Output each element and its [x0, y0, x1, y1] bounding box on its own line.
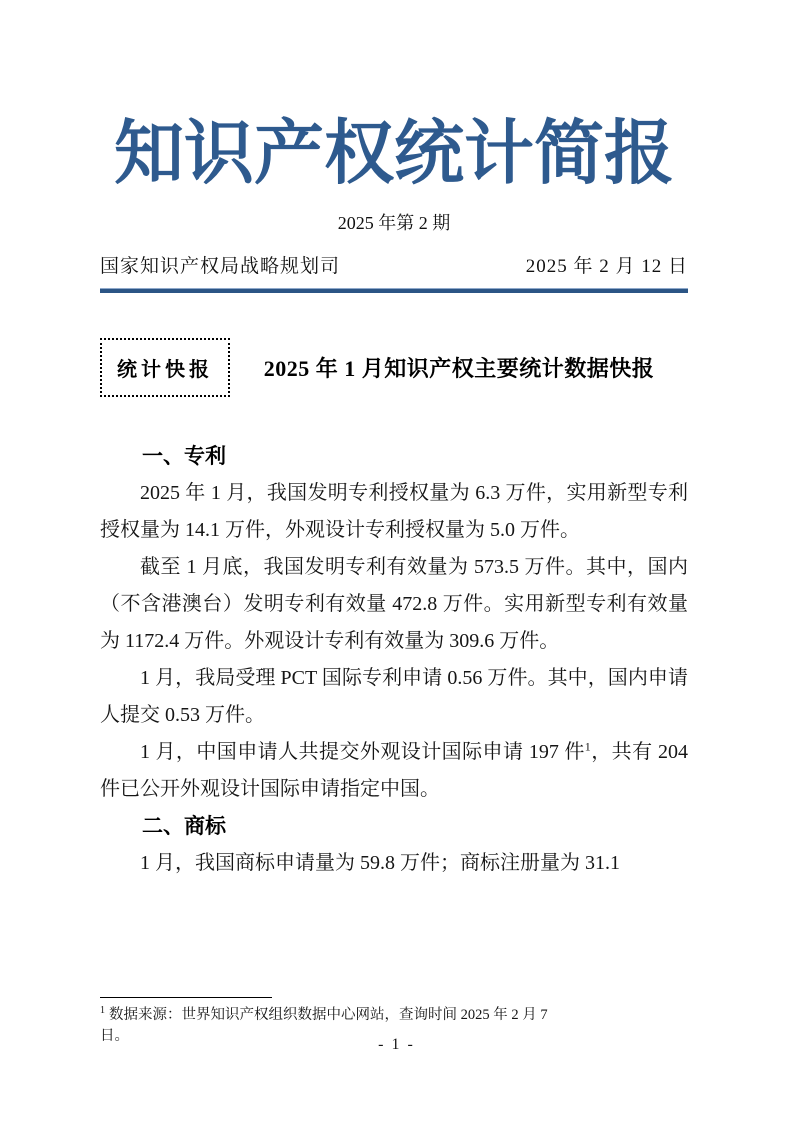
masthead-divider [100, 288, 688, 293]
body-paragraph [100, 734, 688, 808]
paragraph-text: 1 月，我国商标申请量为 59.8 万件；商标注册量为 31.1 [140, 852, 620, 875]
bulletin-heading: 2025 年 1 月知识产权主要统计数据快报 [263, 356, 655, 382]
footnote-text: 数据来源：世界知识产权组织数据中心网站，查询时间 2025 年 2 月 7 日。 [100, 1007, 548, 1045]
paragraph-text: ，共有 204 件已公开外观设计国际申请指定中国。 [100, 741, 689, 801]
footnote-reference: 1 [584, 739, 591, 754]
publication-date: 2025 年 2 月 12 日 [525, 256, 688, 278]
publication-row [100, 251, 688, 278]
body-paragraph [100, 660, 688, 734]
paragraph-text: 2025 年 1 月，我国发明专利授权量为 6.3 万件，实用新型专利授权量为 14.1 万件，外观设计专利授权量为 5.0 万件。 [100, 482, 688, 542]
body-paragraph [100, 549, 688, 660]
statistics-flash-badge: 统计快报 [100, 338, 230, 397]
masthead-title: 知识产权统计简报 [114, 116, 674, 193]
body-paragraph [100, 475, 688, 549]
paragraph-text: 截至 1 月底，我国发明专利有效量为 573.5 万件。其中，国内（不含港澳台）发明专利有效量 472.8 万件。实用新型专利有效量为 1172.4 万件。外观设计专利有效量为 309.6 万件。 [100, 556, 688, 653]
body-paragraph [100, 845, 688, 882]
page-content [0, 110, 793, 882]
document-body [100, 438, 688, 882]
page-number: - 1 - [378, 1036, 415, 1053]
section-heading: 二、商标 [142, 815, 226, 839]
issue-line: 2025 年第 2 期 [337, 212, 451, 233]
paragraph-text: 1 月，我局受理 PCT 国际专利申请 0.56 万件。其中，国内申请人提交 0.53 万件。 [100, 667, 688, 727]
bulletin-header [100, 338, 688, 397]
paragraph-text: 1 月，中国申请人共提交外观设计国际申请 197 件 [140, 741, 585, 764]
section-heading: 一、专利 [142, 445, 226, 469]
footnote-divider [100, 997, 272, 998]
footnote-marker: 1 [100, 1005, 105, 1017]
publisher-name: 国家知识产权局战略规划司 [100, 256, 341, 278]
